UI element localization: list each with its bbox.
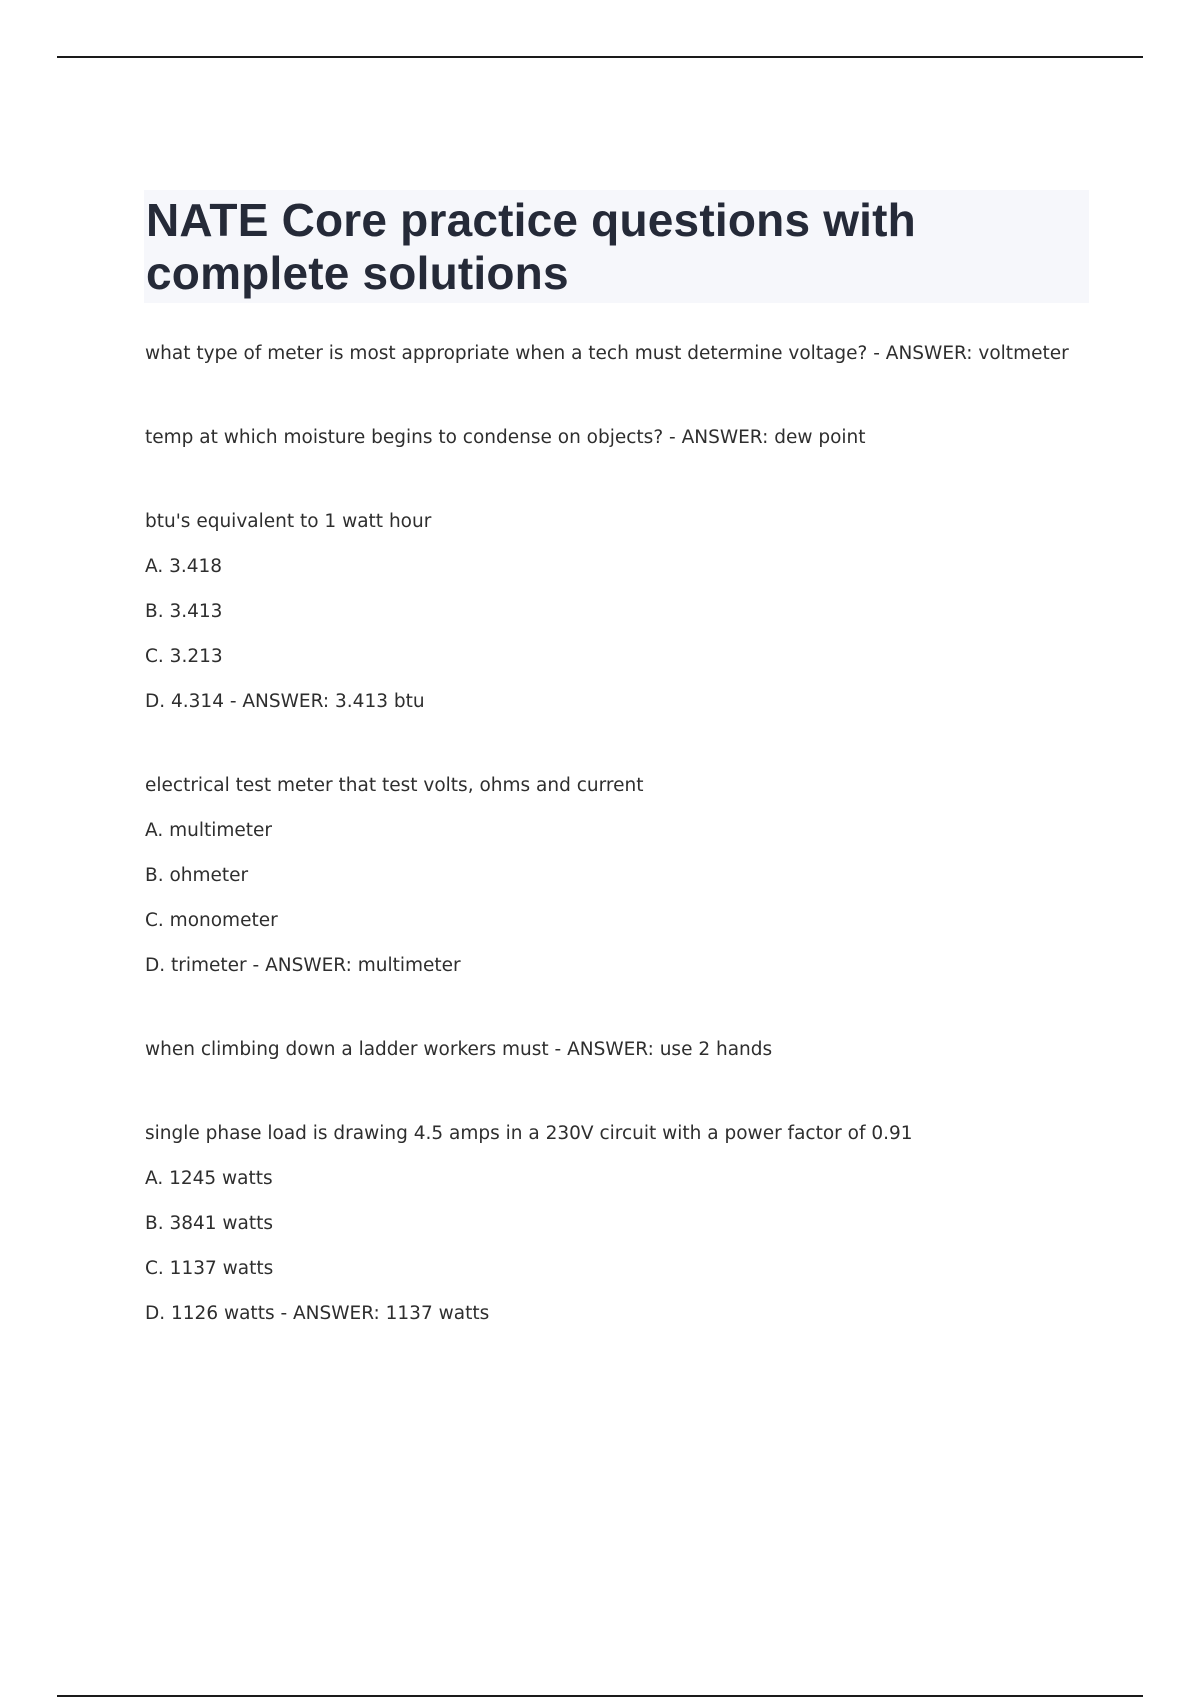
- question-item: [145, 428, 1105, 448]
- option-d-answer: D. trimeter - ANSWER: multimeter: [145, 955, 461, 976]
- title-block: [144, 190, 1089, 303]
- option-a: A. 3.418: [145, 556, 223, 577]
- option-a: A. 1245 watts: [145, 1168, 273, 1189]
- title-line-1: NATE Core practice questions with: [146, 194, 916, 246]
- question-text: what type of meter is most appropriate when a tech must determine voltage? - ANSWER: voltmeter: [145, 343, 1069, 364]
- option-d-answer: D. 4.314 - ANSWER: 3.413 btu: [145, 691, 425, 712]
- option-b: B. ohmeter: [145, 865, 249, 886]
- question-text: single phase load is drawing 4.5 amps in a 230V circuit with a power factor of 0.91: [145, 1123, 913, 1144]
- question-list: [145, 344, 1105, 1388]
- question-item: [145, 344, 1105, 364]
- option-b: B. 3841 watts: [145, 1213, 274, 1234]
- question-text: electrical test meter that test volts, ohms and current: [145, 775, 644, 796]
- question-text: when climbing down a ladder workers must - ANSWER: use 2 hands: [145, 1039, 773, 1060]
- question-item: [145, 1124, 1105, 1324]
- page-title: [146, 194, 1087, 300]
- question-item: [145, 1040, 1105, 1060]
- question-text: temp at which moisture begins to condense on objects? - ANSWER: dew point: [145, 427, 866, 448]
- option-a: A. multimeter: [145, 820, 273, 841]
- option-c: C. monometer: [145, 910, 278, 931]
- option-d-answer: D. 1126 watts - ANSWER: 1137 watts: [145, 1303, 490, 1324]
- question-item: [145, 776, 1105, 976]
- option-b: B. 3.413: [145, 601, 223, 622]
- option-c: C. 3.213: [145, 646, 223, 667]
- header-rule: [57, 56, 1143, 58]
- option-c: C. 1137 watts: [145, 1258, 274, 1279]
- footer-rule: [57, 1695, 1143, 1697]
- title-line-2: complete solutions: [146, 247, 569, 299]
- question-text: btu's equivalent to 1 watt hour: [145, 511, 432, 532]
- question-item: [145, 512, 1105, 712]
